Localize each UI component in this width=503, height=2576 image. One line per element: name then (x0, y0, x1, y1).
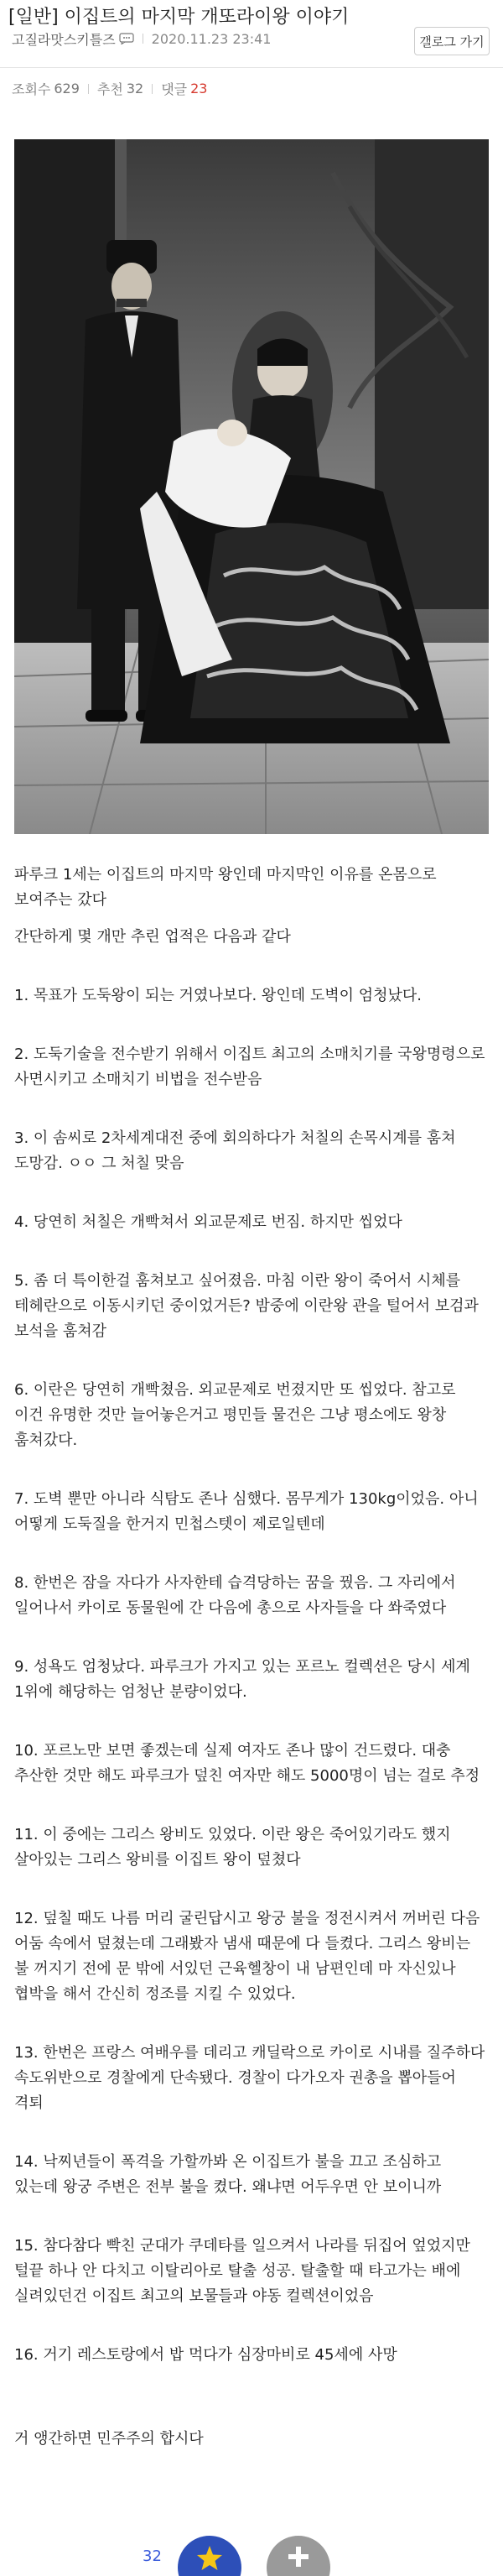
post-title: [일반] 이집트의 마지막 개또라이왕 이야기 (8, 7, 350, 28)
article-paragraph: 11. 이 중에는 그리스 왕비도 있었다. 이란 왕은 죽어있기라도 했지 살아있는 그리스 왕비를 이집트 왕이 덮쳤다 (14, 1826, 451, 1869)
article-paragraph: 5. 좀 더 특이한걸 훔쳐보고 싶어졌음. 마침 이란 왕이 죽어서 시체를 테헤란으로 이동시키던 중이었거든? 밤중에 이란왕 관을 털어서 보검과 보석을 훔쳐감 (14, 1272, 479, 1340)
article-paragraph: 15. 참다참다 빡친 군대가 쿠데타를 일으켜서 나라를 뒤집어 엎었지만 털끝 하나 안 다치고 이탈리아로 탈출 성공. 탈출할 때 타고가는 배에 실려있던건 이집트 최고의 보물들과 야동 컬렉션이었음 (14, 2237, 470, 2305)
article-paragraph: 16. 거기 레스토랑에서 밥 먹다가 심장마비로 45세에 사망 (14, 2346, 397, 2364)
article-paragraph: 14. 낙찌년들이 폭격을 가할까봐 온 이집트가 불을 끄고 조심하고 있는데 왕궁 주변은 전부 불을 켰다. 왜냐면 어두우면 안 보이니까 (14, 2153, 442, 2196)
article-paragraph: 거 앵간하면 민주주의 합시다 (14, 2430, 204, 2448)
post-stats (12, 79, 207, 98)
gallog-button[interactable]: 갤로그 가기 (414, 27, 490, 55)
speech-bubble-icon[interactable] (119, 33, 134, 44)
plus-icon (286, 2544, 311, 2569)
article-paragraph: 6. 이란은 당연히 개빡쳤음. 외교문제로 번졌지만 또 씹었다. 참고로 이건 유명한 것만 늘어놓은거고 평민들 물건은 그냥 평소에도 왕창 훔쳐갔다. (14, 1381, 456, 1449)
recommend-button[interactable] (178, 2536, 241, 2576)
post-date: 2020.11.23 23:41 (151, 30, 272, 47)
views-label: 조회수 (12, 81, 51, 97)
article-paragraph: 간단하게 몇 개만 추린 업적은 다음과 같다 (14, 928, 291, 946)
article-paragraph: 3. 이 솜씨로 2차세계대전 중에 회의하다가 처칠의 손목시계를 훔쳐 도망감. ㅇㅇ 그 처칠 맞음 (14, 1129, 456, 1172)
views-count: 629 (54, 81, 80, 96)
decline-button[interactable] (267, 2536, 330, 2576)
stats-divider (152, 84, 153, 94)
article-paragraph: 12. 덮칠 때도 나름 머리 굴린답시고 왕궁 불을 정전시켜서 꺼버린 다음 어둠 속에서 덮쳤는데 그래봤자 냄새 때문에 다 들켰다. 그리스 왕비는 불 꺼지기 전에 문 밖에 서있던 근육헬창이 내 남편인데 마 자신있나 협박을 해서 간신히 정조를 지킬 수 있었다. (14, 1910, 480, 2003)
article-paragraph: 2. 도둑기술을 전수받기 위해서 이집트 최고의 소매치기를 국왕명령으로 사면시키고 소매치기 비법을 전수받음 (14, 1046, 485, 1088)
comments-label[interactable]: 댓글 (161, 81, 188, 97)
star-icon (195, 2544, 224, 2573)
article-paragraph: 4. 당연히 처칠은 개빡쳐서 외교문제로 번짐. 하지만 씹었다 (14, 1213, 402, 1231)
post-meta (12, 29, 271, 49)
author-name[interactable]: 고질라맛스키틀즈 (12, 31, 116, 48)
royal-family-photo (14, 139, 489, 834)
article-paragraph: 8. 한번은 잠을 자다가 사자한테 습격당하는 꿈을 꿨음. 그 자리에서 일어나서 카이로 동물원에 간 다음에 총으로 사자들을 다 쏴죽였다 (14, 1574, 456, 1617)
article-paragraph: 10. 포르노만 보면 좋겠는데 실제 여자도 존나 많이 건드렸다. 대충 추산한 것만 해도 파루크가 덮친 여자만 해도 5000명이 넘는 걸로 추정 (14, 1742, 480, 1785)
recommend-label: 추천 (96, 81, 123, 97)
recommend-count: 32 (126, 81, 144, 96)
header-divider (0, 67, 503, 68)
comments-count[interactable]: 23 (190, 81, 208, 96)
article-body (14, 863, 489, 2452)
stats-divider (88, 84, 89, 94)
article-paragraph: 1. 목표가 도둑왕이 되는 거였나보다. 왕인데 도벽이 엄청났다. (14, 987, 422, 1004)
article-paragraph: 7. 도벽 뿐만 아니라 식탐도 존나 심했다. 몸무게가 130kg이었음. 아니 어떻게 도둑질을 한거지 민첩스텟이 제로일텐데 (14, 1490, 479, 1533)
post-header (0, 0, 503, 97)
article-paragraph: 파루크 1세는 이집트의 마지막 왕인데 마지막인 이유를 온몸으로 보여주는 갔다 (14, 866, 437, 909)
article-paragraph: 13. 한번은 프랑스 여배우를 데리고 캐딜락으로 카이로 시내를 질주하다 속도위반으로 경찰에게 단속됐다. 경찰이 다가오자 권총을 뽑아들어 격퇴 (14, 2044, 485, 2112)
recommend-bar (0, 2526, 503, 2576)
recommend-count-display: 32 (143, 2547, 162, 2565)
article-paragraph: 9. 성욕도 엄청났다. 파루크가 가지고 있는 포르노 컬렉션은 당시 세계 1위에 해당하는 엄청난 분량이었다. (14, 1658, 470, 1701)
